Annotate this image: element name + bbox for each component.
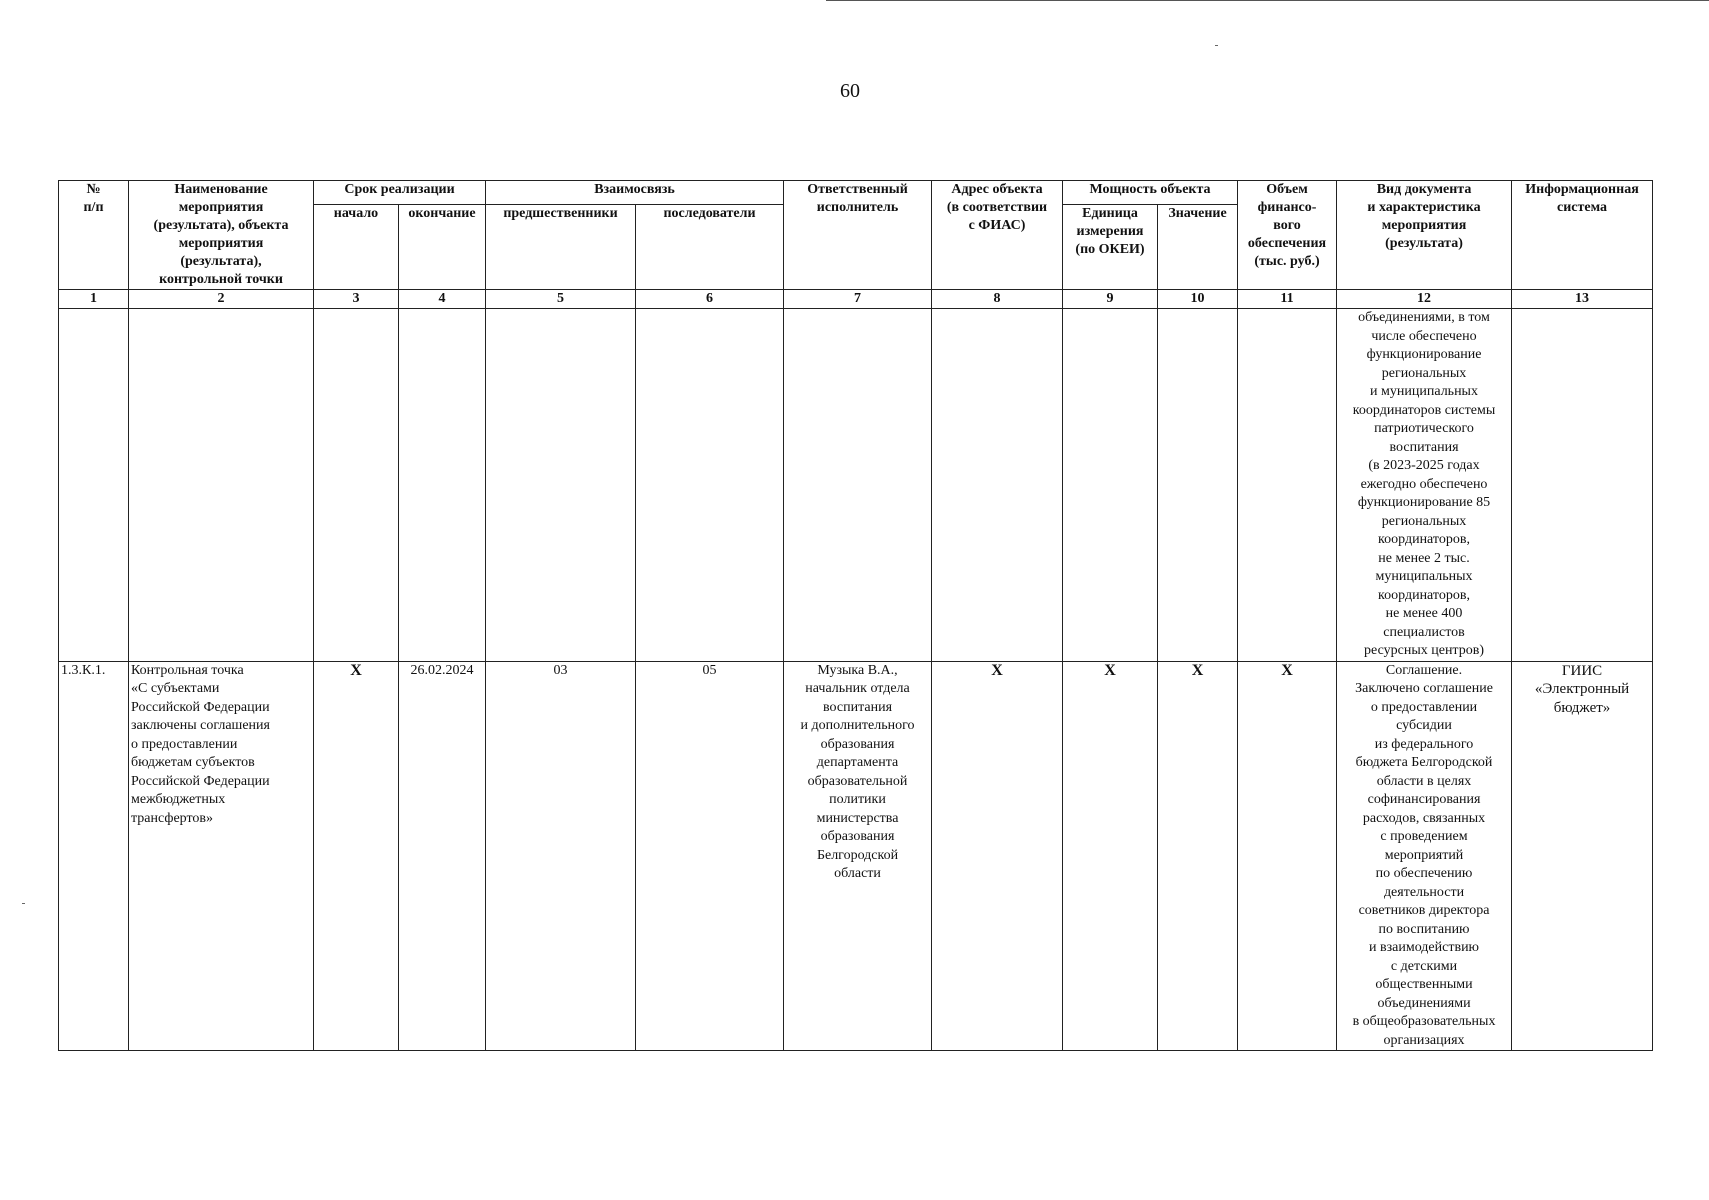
row-address-cell: Х: [932, 661, 1063, 1051]
column-number: 7: [784, 290, 932, 309]
header-successors: последователи: [636, 205, 784, 290]
header-term: Срок реализации: [314, 181, 486, 205]
header-value: Значение: [1158, 205, 1238, 290]
column-number: 13: [1512, 290, 1653, 309]
table-row: [59, 661, 1653, 1051]
header-doc-type: Вид документа и характеристика мероприятия (результата): [1337, 181, 1512, 290]
empty-cell: [486, 309, 636, 662]
empty-cell: [314, 309, 399, 662]
row-end-cell: 26.02.2024: [399, 661, 486, 1051]
header-responsible: Ответственный исполнитель: [784, 181, 932, 290]
column-number: 12: [1337, 290, 1512, 309]
header-finance: Объем финансо- вого обеспечения (тыс. руб.): [1238, 181, 1337, 290]
header-capacity: Мощность объекта: [1063, 181, 1238, 205]
header-num: № п/п: [59, 181, 129, 290]
scan-speck: [22, 903, 25, 904]
plan-table: [58, 180, 1653, 1051]
continuation-row: [59, 309, 1653, 662]
empty-cell: [784, 309, 932, 662]
column-number: 4: [399, 290, 486, 309]
header-term-start: начало: [314, 205, 399, 290]
column-number: 10: [1158, 290, 1238, 309]
row-predecessors-cell: 03: [486, 661, 636, 1051]
header-unit: Единица измерения (по ОКЕИ): [1063, 205, 1158, 290]
row-unit-cell: Х: [1063, 661, 1158, 1051]
column-number: 2: [129, 290, 314, 309]
row-doc-type-cell: Соглашение. Заключено соглашение о предоставлении субсидии из федерального бюджета Белгородской области в целях софинансирования расходов, связанных с проведением мероприятий по обеспечению деятельности советников директора по воспитанию и взаимодействию с детскими общественными объединениями в общеобразовательных организациях: [1337, 661, 1512, 1051]
header-address: Адрес объекта (в соответствии с ФИАС): [932, 181, 1063, 290]
row-info-system-cell: ГИИС «Электронный бюджет»: [1512, 661, 1653, 1051]
continuation-doc-type-cell: объединениями, в том числе обеспечено функционирование региональных и муниципальных координаторов системы патриотического воспитания (в 2023-2025 годах ежегодно обеспечено функционирование 85 региональных координаторов, не менее 2 тыс. муниципальных координаторов, не менее 400 специалистов ресурсных центров): [1337, 309, 1512, 662]
row-responsible-cell: Музыка В.А., начальник отдела воспитания и дополнительного образования департамента образовательной политики министерства образования Белгородской области: [784, 661, 932, 1051]
header-name: Наименование мероприятия (результата), объекта мероприятия (результата), контрольной точки: [129, 181, 314, 290]
empty-cell: [129, 309, 314, 662]
row-value-cell: Х: [1158, 661, 1238, 1051]
empty-cell: [1512, 309, 1653, 662]
header-relation: Взаимосвязь: [486, 181, 784, 205]
header-info-system: Информационная система: [1512, 181, 1653, 290]
column-number: 5: [486, 290, 636, 309]
plan-table-wrapper: [58, 180, 1652, 1060]
scan-edge-line: [826, 0, 1709, 1]
empty-cell: [1063, 309, 1158, 662]
header-row-1: [59, 181, 1653, 205]
header-predecessors: предшественники: [486, 205, 636, 290]
empty-cell: [636, 309, 784, 662]
column-number: 9: [1063, 290, 1158, 309]
empty-cell: [1238, 309, 1337, 662]
header-term-end: окончание: [399, 205, 486, 290]
row-start-cell: Х: [314, 661, 399, 1051]
empty-cell: [1158, 309, 1238, 662]
empty-cell: [59, 309, 129, 662]
scan-speck: [1215, 45, 1218, 46]
empty-cell: [932, 309, 1063, 662]
row-name-cell: Контрольная точка «С субъектами Российской Федерации заключены соглашения о предоставлении бюджетам субъектов Российской Федерации межбюджетных трансфертов»: [129, 661, 314, 1051]
column-number-row: [59, 290, 1653, 309]
column-number: 8: [932, 290, 1063, 309]
column-number: 1: [59, 290, 129, 309]
row-successors-cell: 05: [636, 661, 784, 1051]
column-number: 11: [1238, 290, 1337, 309]
page-number: 60: [840, 80, 860, 102]
row-finance-cell: Х: [1238, 661, 1337, 1051]
column-number: 6: [636, 290, 784, 309]
empty-cell: [399, 309, 486, 662]
row-number-cell: 1.3.К.1.: [59, 661, 129, 1051]
column-number: 3: [314, 290, 399, 309]
